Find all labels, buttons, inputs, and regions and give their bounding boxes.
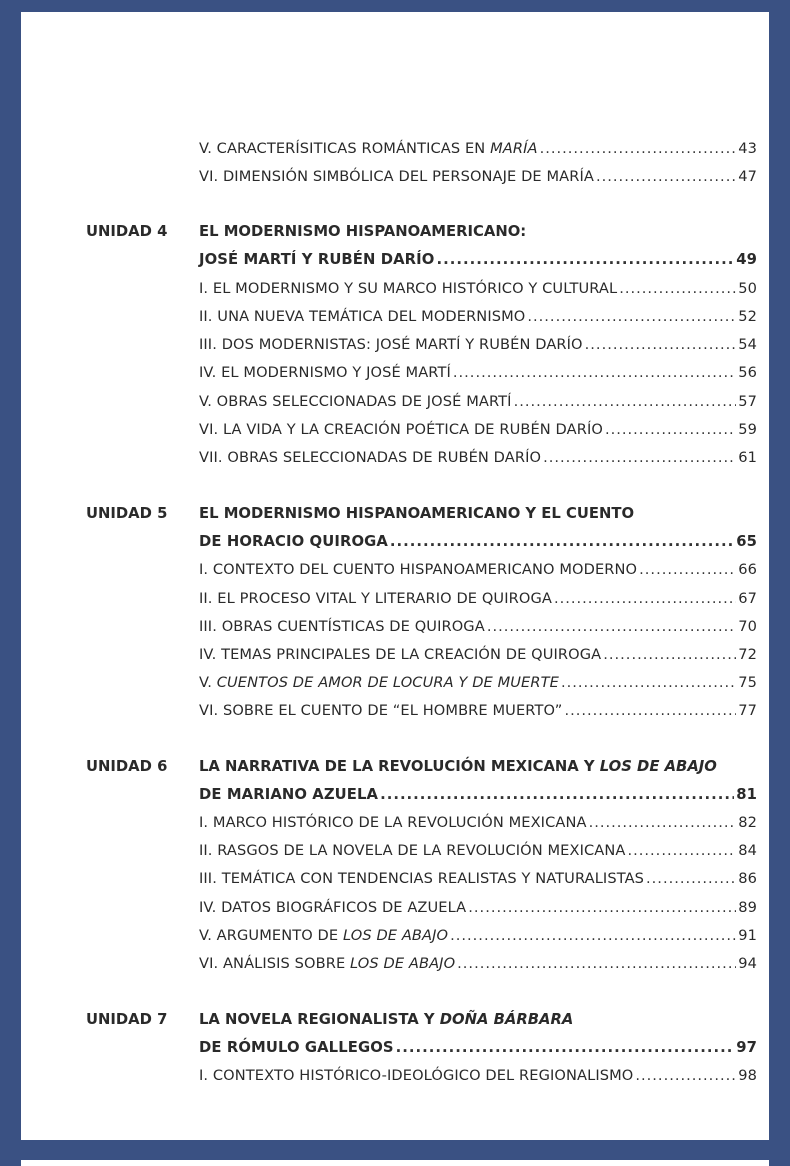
dot-leader (564, 702, 736, 719)
dot-leader (627, 842, 736, 859)
entry-title: V. CARACTERÍSITICAS ROMÁNTICAS EN MARÍA (199, 140, 538, 157)
unit-title-line2: DE RÓMULO GALLEGOS ..... 97 (199, 1039, 757, 1056)
entry-title: VII. OBRAS SELECCIONADAS DE RUBÉN DARÍO (199, 449, 542, 466)
dot-leader (605, 421, 736, 438)
page-number: 86 (738, 870, 757, 887)
page-number: 49 (736, 251, 757, 268)
page-number: 57 (738, 393, 757, 410)
page-number: 91 (738, 927, 757, 944)
page-number: 75 (738, 674, 757, 691)
entry-title: I. EL MODERNISMO Y SU MARCO HISTÓRICO Y CULTURAL (199, 280, 618, 297)
dot-leader (646, 870, 736, 887)
toc-entry (199, 814, 757, 831)
toc-entry (199, 927, 757, 944)
dot-leader (396, 1039, 735, 1056)
dot-leader (514, 393, 737, 410)
unit-title-line1: EL MODERNISMO HISPANOAMERICANO: (199, 223, 527, 240)
unit-title-line2: DE MARIANO AZUELA ..... 81 (199, 786, 757, 803)
dot-leader (527, 308, 736, 325)
dot-leader (390, 533, 734, 550)
page-number: 94 (738, 955, 757, 972)
next-page-edge (21, 1160, 769, 1166)
unit-label: UNIDAD 7 (86, 1011, 168, 1028)
dot-leader (487, 618, 736, 635)
page-number: 89 (738, 899, 757, 916)
entry-title: II. RASGOS DE LA NOVELA DE LA REVOLUCIÓN MEXICANA (199, 842, 626, 859)
page-number: 82 (738, 814, 757, 831)
toc-entry (199, 702, 757, 719)
dot-leader (639, 561, 736, 578)
page-number: 70 (738, 618, 757, 635)
entry-title: IV. TEMAS PRINCIPALES DE LA CREACIÓN DE QUIROGA (199, 646, 602, 663)
toc-entry (199, 168, 757, 185)
toc-entry (199, 1067, 757, 1084)
unit-label: UNIDAD 6 (86, 758, 168, 775)
toc-entry (199, 955, 757, 972)
dot-leader (554, 590, 736, 607)
page-number: 72 (738, 646, 757, 663)
dot-leader (561, 674, 736, 691)
entry-title: VI. SOBRE EL CUENTO DE “EL HOMBRE MUERTO” (199, 702, 563, 719)
toc-entry (199, 646, 757, 663)
page-number: 81 (736, 786, 757, 803)
page-number: 67 (738, 590, 757, 607)
toc-entry (199, 842, 757, 859)
page-number: 56 (738, 364, 757, 381)
page-number: 66 (738, 561, 757, 578)
entry-title: II. UNA NUEVA TEMÁTICA DEL MODERNISMO (199, 308, 526, 325)
entry-title: IV. EL MODERNISMO Y JOSÉ MARTÍ (199, 364, 451, 381)
page-number: 84 (738, 842, 757, 859)
toc-entry (199, 421, 757, 438)
page-number: 77 (738, 702, 757, 719)
unit-title-line1: LA NARRATIVA DE LA REVOLUCIÓN MEXICANA Y LOS DE ABAJO (199, 758, 717, 775)
entry-title: V. ARGUMENTO DE LOS DE ABAJO (199, 927, 449, 944)
entry-title: I. MARCO HISTÓRICO DE LA REVOLUCIÓN MEXICANA (199, 814, 587, 831)
entry-title: VI. ANÁLISIS SOBRE LOS DE ABAJO (199, 955, 456, 972)
dot-leader (585, 336, 737, 353)
toc-entry (199, 590, 757, 607)
dot-leader (436, 251, 734, 268)
toc-entry (199, 674, 757, 691)
entry-title: III. TEMÁTICA CON TENDENCIAS REALISTAS Y NATURALISTAS (199, 870, 645, 887)
unit-title-line2: JOSÉ MARTÍ Y RUBÉN DARÍO ..... 49 (199, 251, 757, 268)
dot-leader (596, 168, 736, 185)
dot-leader (635, 1067, 736, 1084)
page-number: 52 (738, 308, 757, 325)
entry-title: VI. DIMENSIÓN SIMBÓLICA DEL PERSONAJE DE MARÍA (199, 168, 594, 185)
dot-leader (589, 814, 737, 831)
toc-entry (199, 561, 757, 578)
toc-entry (199, 393, 757, 410)
entry-title: V. OBRAS SELECCIONADAS DE JOSÉ MARTÍ (199, 393, 512, 410)
page-number: 61 (738, 449, 757, 466)
toc-entry (199, 870, 757, 887)
dot-leader (603, 646, 736, 663)
entry-title: V. CUENTOS DE AMOR DE LOCURA Y DE MUERTE (199, 674, 559, 691)
toc-entry (199, 449, 757, 466)
dot-leader (619, 280, 736, 297)
toc-entry (199, 336, 757, 353)
page-number: 54 (738, 336, 757, 353)
unit-title-line1: LA NOVELA REGIONALISTA Y DOÑA BÁRBARA (199, 1011, 574, 1028)
page-number: 65 (736, 533, 757, 550)
page-number: 43 (738, 140, 757, 157)
entry-title: IV. DATOS BIOGRÁFICOS DE AZUELA (199, 899, 467, 916)
page-number: 59 (738, 421, 757, 438)
dot-leader (380, 786, 734, 803)
page-number: 97 (736, 1039, 757, 1056)
toc-entry (199, 280, 757, 297)
dot-leader (457, 955, 736, 972)
unit-title-line1: EL MODERNISMO HISPANOAMERICANO Y EL CUENTO (199, 505, 635, 522)
toc-entry (199, 308, 757, 325)
entry-title: II. EL PROCESO VITAL Y LITERARIO DE QUIROGA (199, 590, 552, 607)
unit-title-line2: DE HORACIO QUIROGA ..... 65 (199, 533, 757, 550)
toc-entry (199, 140, 757, 157)
page-number: 50 (738, 280, 757, 297)
document-page (21, 12, 769, 1140)
entry-title: III. DOS MODERNISTAS: JOSÉ MARTÍ Y RUBÉN DARÍO (199, 336, 583, 353)
page-number: 98 (738, 1067, 757, 1084)
entry-title: I. CONTEXTO DEL CUENTO HISPANOAMERICANO MODERNO (199, 561, 638, 578)
dot-leader (453, 364, 736, 381)
entry-title: III. OBRAS CUENTÍSTICAS DE QUIROGA (199, 618, 485, 635)
toc-entry (199, 618, 757, 635)
page-number: 47 (738, 168, 757, 185)
entry-title: I. CONTEXTO HISTÓRICO-IDEOLÓGICO DEL REGIONALISMO (199, 1067, 634, 1084)
toc-entry (199, 899, 757, 916)
dot-leader (468, 899, 736, 916)
unit-label: UNIDAD 5 (86, 505, 168, 522)
dot-leader (543, 449, 736, 466)
toc-entry (199, 364, 757, 381)
dot-leader (540, 140, 737, 157)
entry-title: VI. LA VIDA Y LA CREACIÓN POÉTICA DE RUBÉN DARÍO (199, 421, 603, 438)
unit-label: UNIDAD 4 (86, 223, 168, 240)
dot-leader (450, 927, 736, 944)
